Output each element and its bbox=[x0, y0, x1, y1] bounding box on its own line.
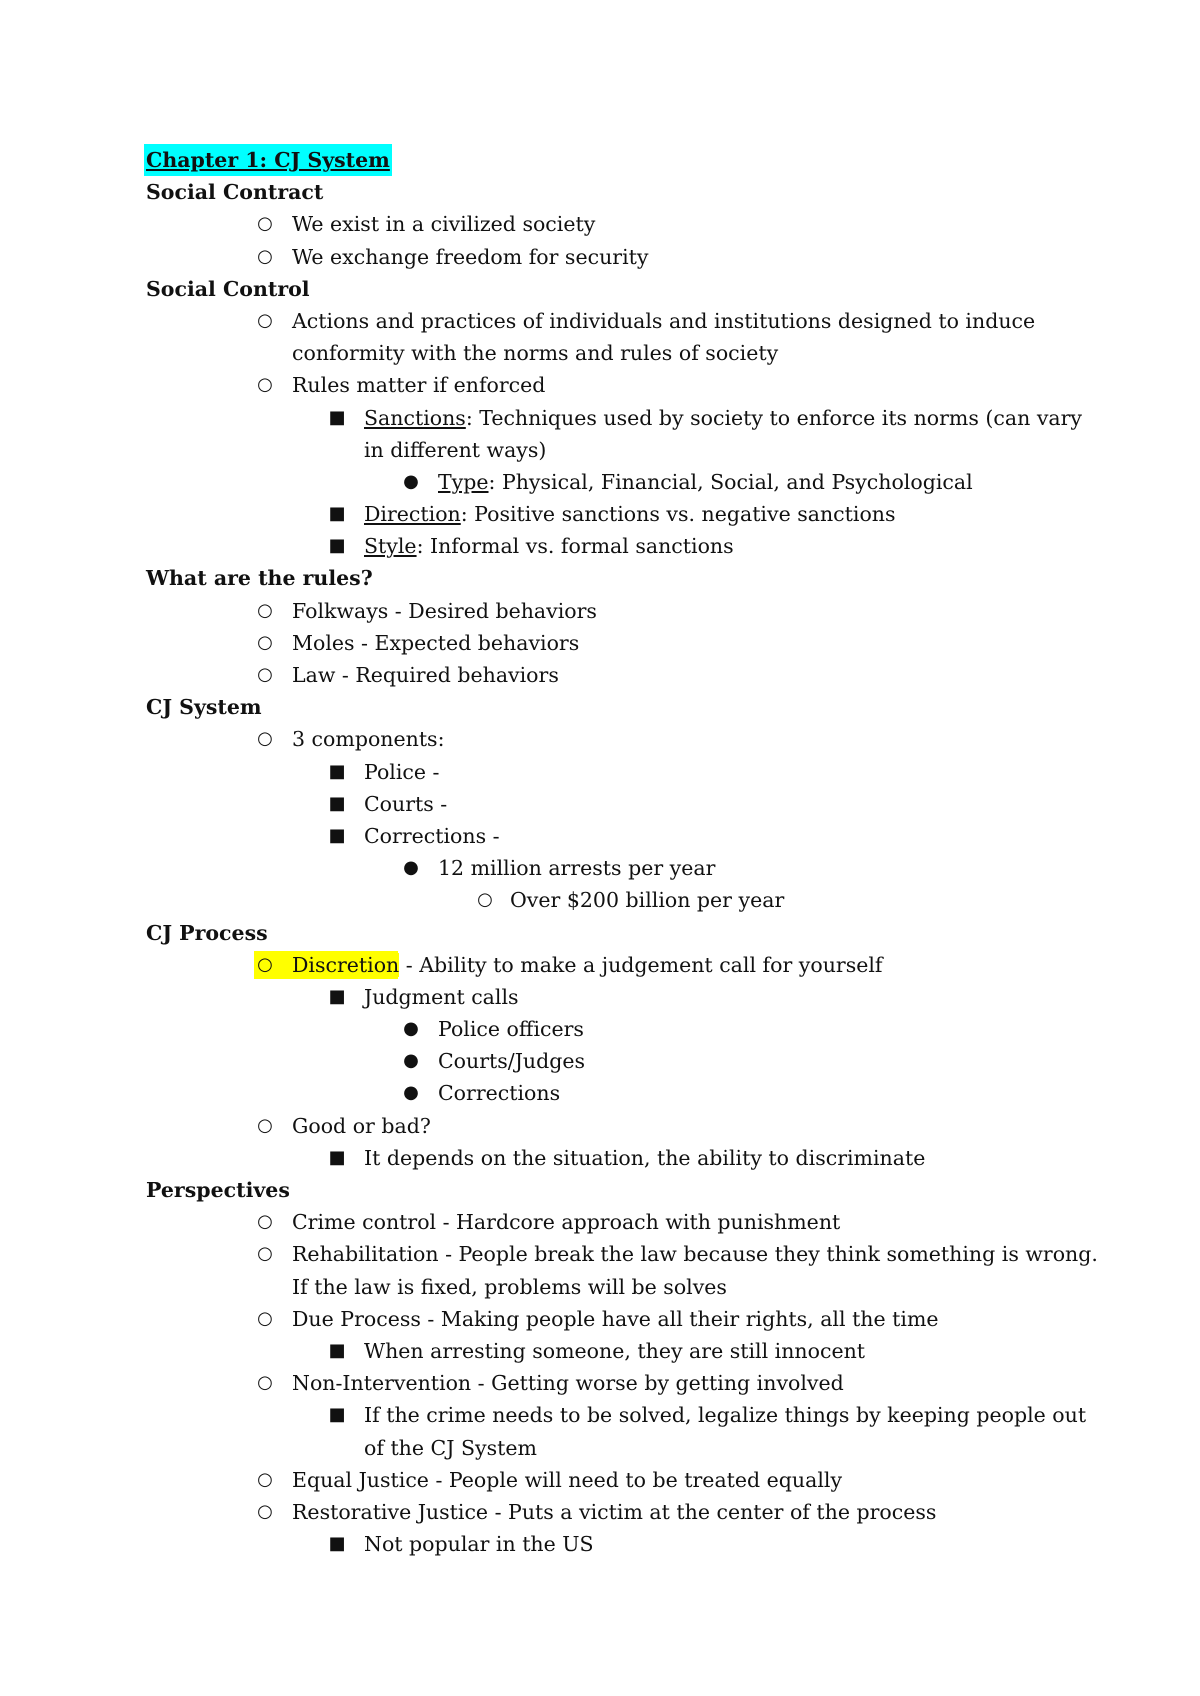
list-item: ○ Over $200 billion per year bbox=[146, 884, 1076, 916]
style-term: Style bbox=[364, 534, 417, 559]
list-item: ○ Rehabilitation - People break the law because they think something is wrong. bbox=[146, 1238, 1076, 1270]
list-item: ■ It depends on the situation, the ability to discriminate bbox=[146, 1142, 1076, 1174]
section-heading-cj-process: CJ Process bbox=[146, 920, 268, 945]
list-item-continuation: If the law is fixed, problems will be solves bbox=[292, 1274, 727, 1299]
list-item: ● Courts/Judges bbox=[146, 1045, 1076, 1077]
square-bullet-icon: ■ bbox=[328, 503, 346, 525]
list-item: ■ Judgment calls bbox=[146, 981, 1076, 1013]
square-bullet-icon: ■ bbox=[328, 1146, 346, 1168]
list-item: ○ Restorative Justice - Puts a victim at the center of the process bbox=[146, 1496, 1076, 1528]
list-item: ● Type: Physical, Financial, Social, and Psychological bbox=[146, 466, 1076, 498]
circle-bullet-icon: ○ bbox=[257, 599, 273, 621]
circle-bullet-icon: ○ bbox=[257, 728, 273, 750]
list-item: ○ We exist in a civilized society bbox=[146, 208, 1076, 240]
list-item: ○ 3 components: bbox=[146, 723, 1076, 755]
list-item: ○ Good or bad? bbox=[146, 1110, 1076, 1142]
circle-bullet-icon: ○ bbox=[257, 1372, 273, 1394]
document-title: Chapter 1: CJ System bbox=[144, 144, 392, 176]
circle-bullet-icon: ○ bbox=[257, 1468, 273, 1490]
disc-bullet-icon: ● bbox=[403, 470, 419, 492]
circle-bullet-icon: ○ bbox=[257, 1500, 273, 1522]
square-bullet-icon: ■ bbox=[328, 1404, 346, 1426]
list-item: ○ We exchange freedom for security bbox=[146, 241, 1076, 273]
list-item: ○ Discretion - Ability to make a judgement call for yourself bbox=[146, 949, 1076, 981]
list-item: ○ Rules matter if enforced bbox=[146, 369, 1076, 401]
list-item: ● Police officers bbox=[146, 1013, 1076, 1045]
list-item: ■ Corrections - bbox=[146, 820, 1076, 852]
list-item: ■ Courts - bbox=[146, 788, 1076, 820]
disc-bullet-icon: ● bbox=[403, 1082, 419, 1104]
list-item: ■ If the crime needs to be solved, legalize things by keeping people out bbox=[146, 1399, 1076, 1431]
circle-bullet-icon: ○ bbox=[257, 953, 273, 975]
square-bullet-icon: ■ bbox=[328, 985, 346, 1007]
circle-bullet-icon: ○ bbox=[257, 213, 273, 235]
circle-bullet-icon: ○ bbox=[257, 664, 273, 685]
section-heading-rules: What are the rules? bbox=[146, 566, 373, 591]
type-term: Type bbox=[438, 469, 489, 494]
section-heading-social-contract: Social Contract bbox=[146, 180, 324, 205]
document-body bbox=[146, 144, 1098, 1560]
list-item: ● Corrections bbox=[146, 1077, 1076, 1109]
square-bullet-icon: ■ bbox=[328, 792, 346, 814]
direction-term: Direction bbox=[364, 502, 461, 527]
list-item: ○ Equal Justice - People will need to be treated equally bbox=[146, 1464, 1076, 1496]
list-item-continuation: conformity with the norms and rules of society bbox=[292, 341, 779, 366]
list-item: ○ Moles - Expected behaviors bbox=[146, 627, 1076, 659]
circle-bullet-icon: ○ bbox=[257, 374, 273, 396]
square-bullet-icon: ■ bbox=[328, 1339, 346, 1361]
square-bullet-icon: ■ bbox=[328, 760, 346, 782]
circle-bullet-icon: ○ bbox=[257, 1243, 273, 1265]
circle-bullet-icon: ○ bbox=[257, 631, 273, 653]
circle-bullet-icon: ○ bbox=[257, 309, 273, 331]
disc-bullet-icon: ● bbox=[403, 1018, 419, 1040]
list-item: ■ Not popular in the US bbox=[146, 1528, 1076, 1560]
circle-bullet-icon: ○ bbox=[257, 245, 273, 267]
list-item: ○ Crime control - Hardcore approach with punishment bbox=[146, 1206, 1076, 1238]
list-item: ○ Actions and practices of individuals and institutions designed to induce bbox=[146, 305, 1076, 337]
list-item: ■ Style: Informal vs. formal sanctions bbox=[146, 530, 1076, 562]
square-bullet-icon: ■ bbox=[328, 824, 346, 846]
list-item: ○ Folkways - Desired behaviors bbox=[146, 595, 1076, 627]
list-item-continuation: in different ways) bbox=[364, 437, 547, 462]
square-bullet-icon: ■ bbox=[328, 535, 346, 557]
title-row bbox=[146, 144, 1076, 176]
circle-bullet-icon: ○ bbox=[257, 1307, 273, 1329]
list-item: ○ Non-Intervention - Getting worse by getting involved bbox=[146, 1367, 1076, 1399]
section-heading-perspectives: Perspectives bbox=[146, 1178, 290, 1202]
discretion-term: Discretion bbox=[292, 952, 400, 977]
list-item: ■ Sanctions: Techniques used by society to enforce its norms (can vary bbox=[146, 402, 1076, 434]
circle-bullet-icon: ○ bbox=[257, 1114, 273, 1136]
section-heading-cj-system: CJ System bbox=[146, 695, 262, 720]
list-item-continuation: of the CJ System bbox=[364, 1435, 537, 1460]
square-bullet-icon: ■ bbox=[328, 406, 346, 428]
list-item: ■ Direction: Positive sanctions vs. negative sanctions bbox=[146, 498, 1076, 530]
circle-bullet-icon: ○ bbox=[257, 1211, 273, 1233]
disc-bullet-icon: ● bbox=[403, 857, 419, 879]
disc-bullet-icon: ● bbox=[403, 1050, 419, 1072]
sanctions-term: Sanctions bbox=[364, 405, 466, 430]
list-item: ○ Due Process - Making people have all their rights, all the time bbox=[146, 1303, 1076, 1335]
section-heading-social-control: Social Control bbox=[146, 276, 310, 301]
list-item: ■ When arresting someone, they are still innocent bbox=[146, 1335, 1076, 1367]
list-item: ● 12 million arrests per year bbox=[146, 852, 1076, 884]
square-bullet-icon: ■ bbox=[328, 1533, 346, 1555]
list-item: ■ Police - bbox=[146, 756, 1076, 788]
list-item: ○ Law - Required behaviors bbox=[146, 659, 1076, 691]
circle-bullet-icon: ○ bbox=[477, 889, 493, 911]
